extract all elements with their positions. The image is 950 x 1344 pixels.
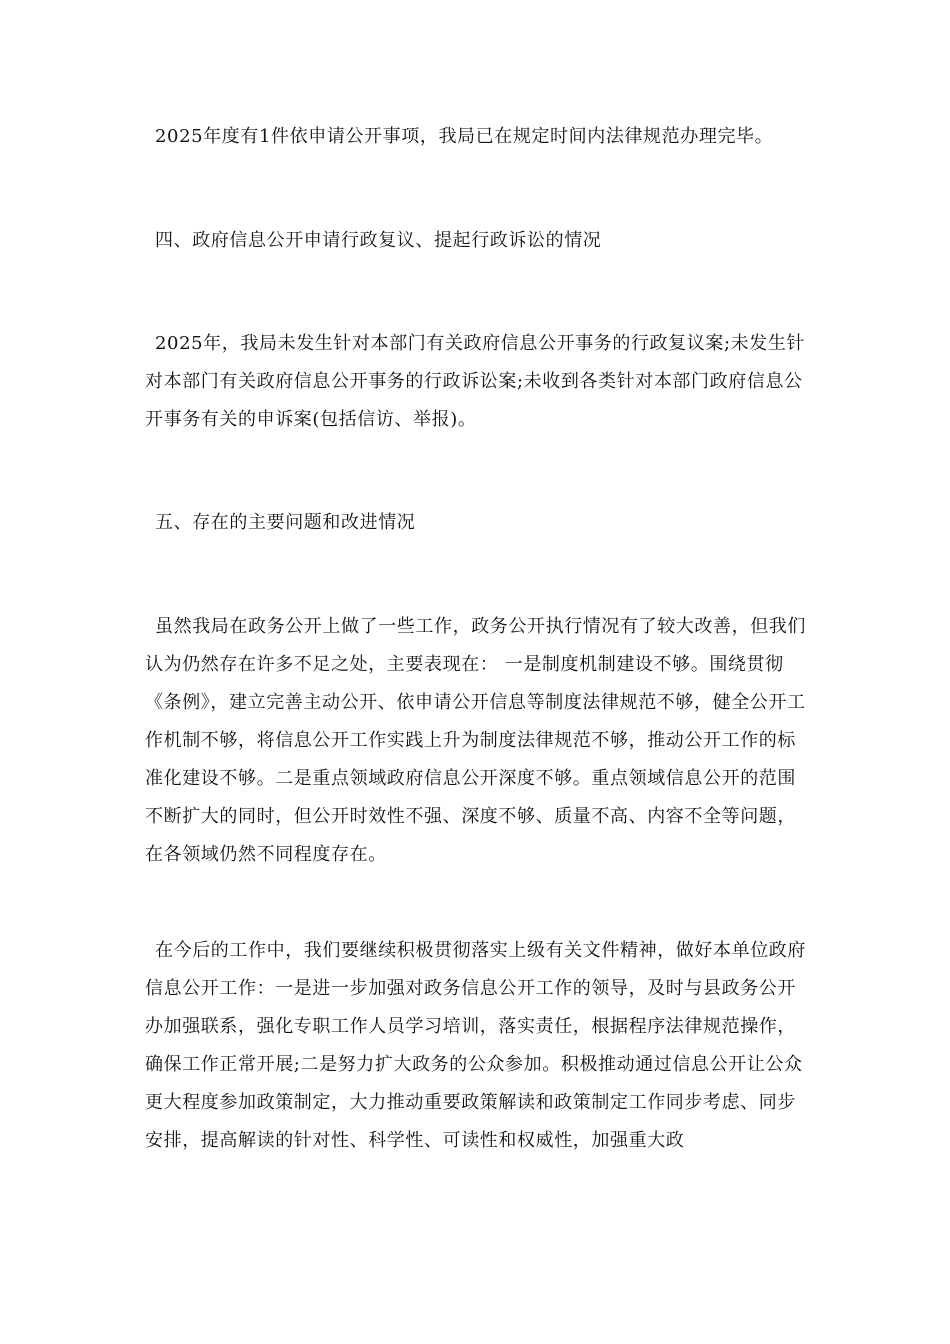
paragraph-problems: 虽然我局在政务公开上做了一些工作，政务公开执行情况有了较大改善，但我们认为仍然存在许多不足之处，主要表现在： 一是制度机制建设不够。围绕贯彻《条例》，建立完善主动公开、依申请公开信息等制度法律规范不够，健全公开工作机制不够，将信息公开工作实践上升为制度法律规范不够，推动公开工作的标准化建设不够。二是重点领域政府信息公开深度不够。重点领域信息公开的范围不断扩大的同时，但公开时效性不强、深度不够、质量不高、内容不全等问题，在各领域仍然不同程度存在。 [145,616,806,865]
paragraph-application-disclosure: 2025年度有1件依申请公开事项，我局已在规定时间内法律规范办理完毕。 [155,126,774,147]
section-heading-problems-improvements: 五、存在的主要问题和改进情况 [155,512,416,533]
paragraph-review-litigation: 2025年，我局未发生针对本部门有关政府信息公开事务的行政复议案;未发生针对本部门有关政府信息公开事务的行政诉讼案;未收到各类针对本部门政府信息公开事务有关的申诉案(包括信访、举报)。 [145,333,806,430]
paragraph-improvements: 在今后的工作中，我们要继续积极贯彻落实上级有关文件精神，做好本单位政府信息公开工作：一是进一步加强对政务信息公开工作的领导，及时与县政务公开办加强联系，强化专职工作人员学习培训，落实责任，根据程序法律规范操作，确保工作正常开展;二是努力扩大政务的公众参加。积极推动通过信息公开让公众更大程度参加政策制定，大力推动重要政策解读和政策制定工作同步考虑、同步安排，提高解读的针对性、科学性、可读性和权威性，加强重大政 [145,940,806,1151]
section-heading-administrative-review: 四、政府信息公开申请行政复议、提起行政诉讼的情况 [155,230,602,251]
